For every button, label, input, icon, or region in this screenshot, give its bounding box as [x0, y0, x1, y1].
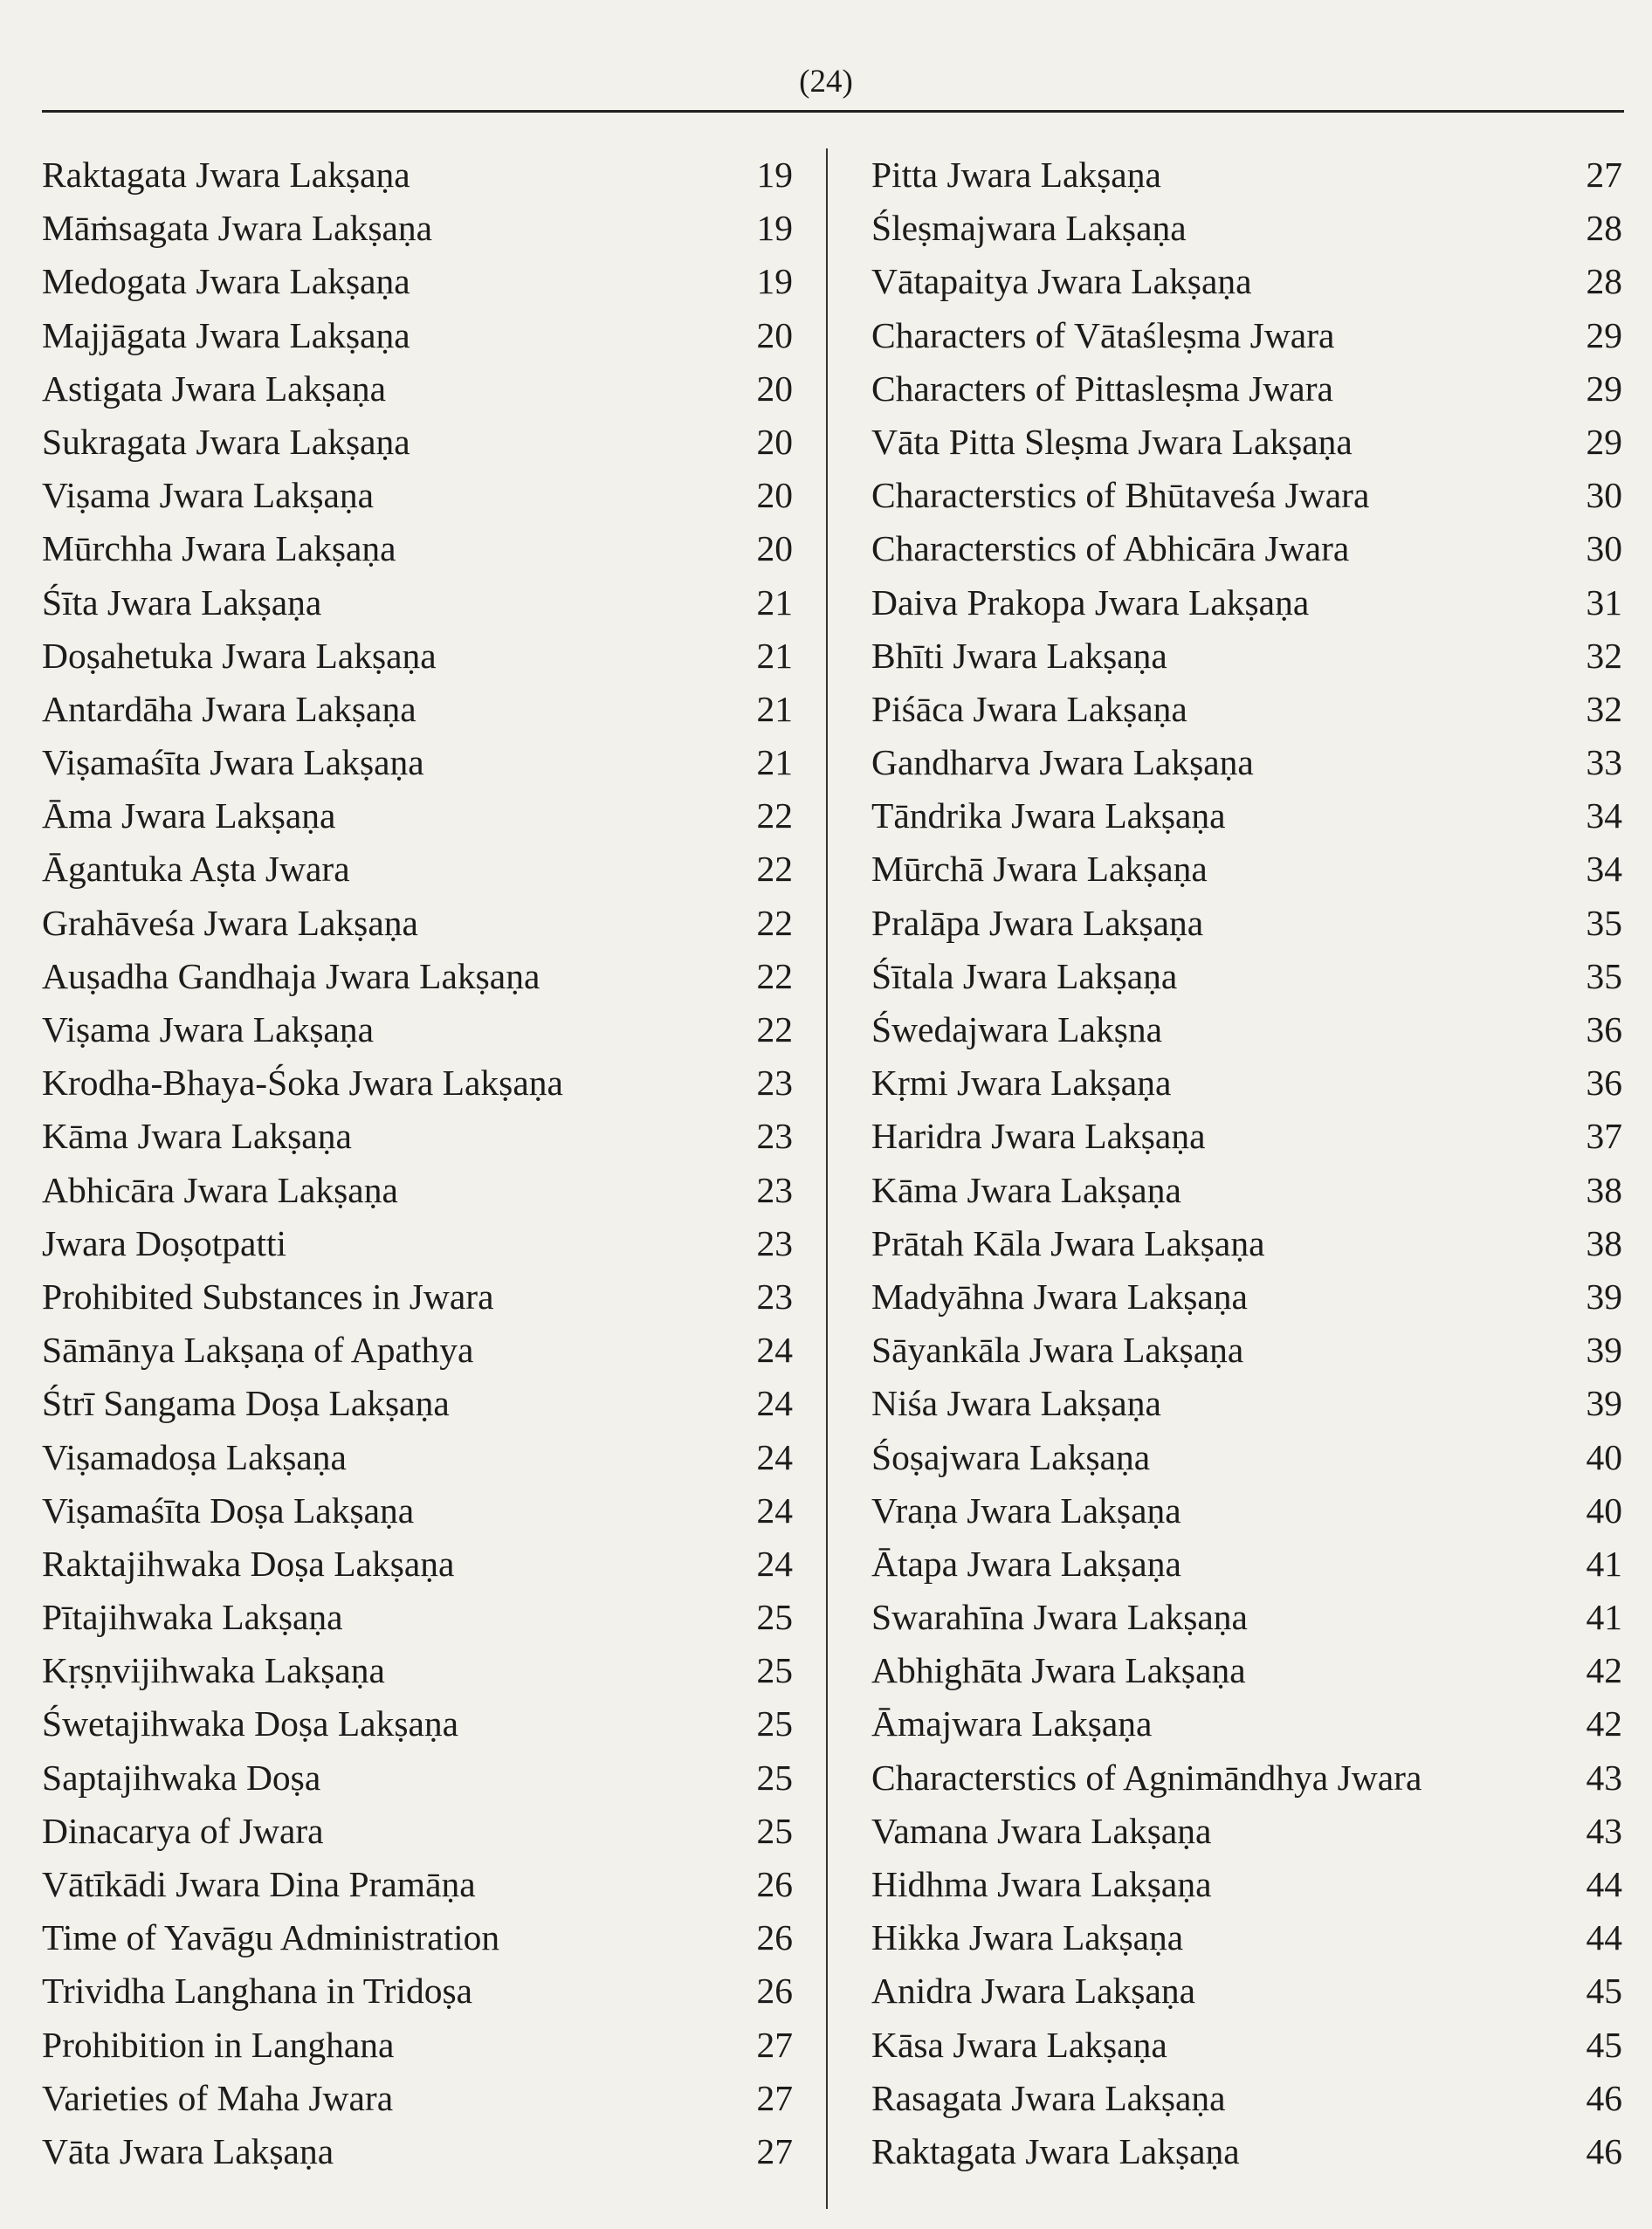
contents-entry — [42, 1538, 793, 1591]
entry-title: Niśa Jwara Lakṣaṇa — [871, 1383, 1161, 1424]
entry-title: Āmajwara Lakṣaṇa — [871, 1703, 1153, 1744]
entry-page-number: 21 — [756, 635, 793, 676]
entry-page-number: 43 — [1586, 1810, 1622, 1851]
contents-entry — [42, 362, 793, 416]
entry-title: Characterstics of Agnimāndhya Jwara — [871, 1757, 1422, 1798]
entry-page-number: 29 — [1586, 368, 1622, 409]
entry-title: Jwara Doṣotpatti — [42, 1222, 287, 1263]
entry-title: Piśāca Jwara Lakṣaṇa — [871, 688, 1187, 729]
contents-entry — [871, 1056, 1622, 1110]
entry-title: Raktajihwaka Doṣa Lakṣaṇa — [42, 1543, 455, 1584]
contents-entry — [42, 416, 793, 469]
entry-title: Mūrchā Jwara Lakṣaṇa — [871, 849, 1208, 890]
entry-title: Varieties of Maha Jwara — [42, 2077, 394, 2118]
contents-entry — [42, 1056, 793, 1110]
entry-page-number: 24 — [756, 1383, 793, 1424]
entry-page-number: 38 — [1586, 1169, 1622, 1210]
entry-title: Grahāveśa Jwara Lakṣaṇa — [42, 902, 418, 943]
entry-title: Auṣadha Gandhaja Jwara Lakṣaṇa — [42, 955, 540, 996]
contents-entry — [871, 1377, 1622, 1430]
entry-page-number: 23 — [756, 1276, 793, 1317]
contents-entry — [42, 1431, 793, 1484]
contents-entry — [871, 469, 1622, 522]
entry-page-number: 24 — [756, 1543, 793, 1584]
entry-title: Abhicāra Jwara Lakṣaṇa — [42, 1169, 398, 1210]
contents-left-column — [42, 148, 793, 2178]
contents-entry — [42, 1751, 793, 1805]
entry-title: Viṣamaśīta Jwara Lakṣaṇa — [42, 742, 424, 783]
entry-page-number: 32 — [1586, 635, 1622, 676]
entry-title: Trividha Langhana in Tridoṣa — [42, 1971, 473, 2012]
entry-title: Astigata Jwara Lakṣaṇa — [42, 368, 387, 409]
contents-entry — [42, 148, 793, 202]
contents-entry — [42, 1644, 793, 1697]
contents-entry — [42, 1003, 793, 1056]
contents-entry — [871, 1644, 1622, 1697]
entry-page-number: 19 — [756, 261, 793, 302]
page-number: (24) — [799, 64, 853, 100]
entry-title: Śīta Jwara Lakṣaṇa — [42, 581, 322, 623]
contents-entry — [871, 1324, 1622, 1377]
entry-title: Abhighāta Jwara Lakṣaṇa — [871, 1650, 1246, 1691]
contents-entry — [42, 789, 793, 843]
contents-entry — [42, 202, 793, 255]
contents-right-column — [871, 148, 1622, 2178]
contents-entry — [42, 2125, 793, 2178]
contents-entry — [871, 1538, 1622, 1591]
contents-entry — [871, 950, 1622, 1003]
contents-entry — [871, 683, 1622, 736]
entry-page-number: 25 — [756, 1703, 793, 1744]
entry-title: Sāyankāla Jwara Lakṣaṇa — [871, 1330, 1244, 1371]
entry-title: Haridra Jwara Lakṣaṇa — [871, 1116, 1206, 1157]
entry-page-number: 45 — [1586, 2024, 1622, 2065]
entry-page-number: 40 — [1586, 1436, 1622, 1477]
contents-entry — [871, 309, 1622, 362]
entry-page-number: 22 — [756, 902, 793, 943]
entry-title: Pralāpa Jwara Lakṣaṇa — [871, 902, 1204, 943]
entry-title: Prātah Kāla Jwara Lakṣaṇa — [871, 1222, 1265, 1263]
entry-page-number: 24 — [756, 1330, 793, 1371]
entry-page-number: 21 — [756, 742, 793, 783]
entry-title: Māṁsagata Jwara Lakṣaṇa — [42, 208, 433, 249]
entry-page-number: 39 — [1586, 1330, 1622, 1371]
entry-title: Time of Yavāgu Administration — [42, 1917, 500, 1958]
entry-page-number: 37 — [1586, 1116, 1622, 1157]
entry-title: Madyāhna Jwara Lakṣaṇa — [871, 1276, 1248, 1317]
entry-title: Śleṣmajwara Lakṣaṇa — [871, 208, 1187, 249]
entry-title: Kṛmi Jwara Lakṣaṇa — [871, 1063, 1172, 1104]
contents-entry — [871, 202, 1622, 255]
entry-page-number: 29 — [1586, 421, 1622, 462]
contents-entry — [42, 2072, 793, 2125]
entry-title: Gandharva Jwara Lakṣaṇa — [871, 742, 1254, 783]
entry-page-number: 42 — [1586, 1650, 1622, 1691]
entry-page-number: 27 — [756, 2077, 793, 2118]
entry-title: Tāndrika Jwara Lakṣaṇa — [871, 795, 1226, 836]
contents-entry — [42, 469, 793, 522]
entry-page-number: 24 — [756, 1436, 793, 1477]
contents-entry — [42, 1484, 793, 1538]
contents-entry — [42, 255, 793, 308]
entry-page-number: 22 — [756, 849, 793, 890]
contents-entry — [871, 629, 1622, 683]
entry-title: Śtrī Sangama Doṣa Lakṣaṇa — [42, 1383, 450, 1424]
entry-page-number: 27 — [756, 2024, 793, 2065]
entry-title: Āgantuka Aṣta Jwara — [42, 849, 350, 890]
contents-entry — [42, 1858, 793, 1911]
entry-page-number: 43 — [1586, 1757, 1622, 1798]
entry-page-number: 38 — [1586, 1222, 1622, 1263]
entry-title: Āma Jwara Lakṣaṇa — [42, 795, 336, 836]
entry-title: Kṛṣṇvijihwaka Lakṣaṇa — [42, 1650, 385, 1691]
entry-page-number: 20 — [756, 528, 793, 569]
contents-entry — [871, 522, 1622, 575]
entry-page-number: 45 — [1586, 1971, 1622, 2012]
entry-page-number: 26 — [756, 1917, 793, 1958]
entry-page-number: 35 — [1586, 902, 1622, 943]
entry-page-number: 23 — [756, 1063, 793, 1104]
entry-title: Kāsa Jwara Lakṣaṇa — [871, 2024, 1167, 2065]
entry-page-number: 23 — [756, 1222, 793, 1263]
entry-title: Hidhma Jwara Lakṣaṇa — [871, 1864, 1212, 1904]
entry-page-number: 30 — [1586, 528, 1622, 569]
entry-title: Śwetajihwaka Doṣa Lakṣaṇa — [42, 1703, 459, 1744]
contents-entry — [871, 1003, 1622, 1056]
entry-page-number: 39 — [1586, 1383, 1622, 1424]
contents-entry — [871, 362, 1622, 416]
entry-page-number: 26 — [756, 1864, 793, 1904]
entry-page-number: 44 — [1586, 1864, 1622, 1904]
entry-page-number: 20 — [756, 368, 793, 409]
contents-entry — [42, 576, 793, 629]
contents-entry — [42, 1270, 793, 1324]
contents-entry — [871, 1217, 1622, 1270]
entry-title: Śoṣajwara Lakṣaṇa — [871, 1436, 1151, 1477]
entry-title: Raktagata Jwara Lakṣaṇa — [42, 155, 410, 195]
entry-page-number: 25 — [756, 1810, 793, 1851]
entry-page-number: 30 — [1586, 475, 1622, 516]
entry-page-number: 23 — [756, 1169, 793, 1210]
entry-title: Sukragata Jwara Lakṣaṇa — [42, 421, 410, 462]
contents-entry — [42, 1324, 793, 1377]
entry-page-number: 36 — [1586, 1009, 1622, 1049]
entry-page-number: 23 — [756, 1116, 793, 1157]
entry-title: Pitta Jwara Lakṣaṇa — [871, 155, 1161, 195]
entry-page-number: 28 — [1586, 261, 1622, 302]
entry-title: Daiva Prakopa Jwara Lakṣaṇa — [871, 581, 1310, 623]
entry-title: Pītajihwaka Lakṣaṇa — [42, 1597, 343, 1638]
contents-entry — [42, 683, 793, 736]
entry-page-number: 33 — [1586, 742, 1622, 783]
contents-entry — [871, 2019, 1622, 2072]
contents-entry — [871, 1858, 1622, 1911]
entry-title: Mūrchha Jwara Lakṣaṇa — [42, 528, 396, 569]
contents-entry — [871, 1164, 1622, 1217]
entry-page-number: 41 — [1586, 1543, 1622, 1584]
entry-title: Majjāgata Jwara Lakṣaṇa — [42, 314, 410, 355]
entry-page-number: 27 — [1586, 155, 1622, 195]
contents-entry — [42, 522, 793, 575]
entry-title: Characterstics of Abhicāra Jwara — [871, 528, 1350, 569]
contents-entry — [871, 789, 1622, 843]
contents-entry — [871, 255, 1622, 308]
entry-title: Kāma Jwara Lakṣaṇa — [871, 1169, 1181, 1210]
entry-title: Prohibited Substances in Jwara — [42, 1276, 494, 1317]
contents-entry — [871, 736, 1622, 789]
contents-entry — [871, 1591, 1622, 1644]
entry-title: Characterstics of Bhūtaveśa Jwara — [871, 475, 1370, 516]
entry-title: Krodha-Bhaya-Śoka Jwara Lakṣaṇa — [42, 1063, 563, 1104]
entry-title: Rasagata Jwara Lakṣaṇa — [871, 2077, 1226, 2118]
entry-page-number: 25 — [756, 1757, 793, 1798]
contents-entry — [42, 1377, 793, 1430]
entry-title: Sāmānya Lakṣaṇa of Apathya — [42, 1330, 474, 1371]
entry-page-number: 29 — [1586, 314, 1622, 355]
entry-title: Hikka Jwara Lakṣaṇa — [871, 1917, 1184, 1958]
entry-page-number: 27 — [756, 2130, 793, 2171]
contents-entry — [871, 1964, 1622, 2018]
contents-entry — [42, 1110, 793, 1163]
contents-entry — [871, 576, 1622, 629]
entry-title: Viṣamaśīta Doṣa Lakṣaṇa — [42, 1489, 415, 1531]
contents-entry — [871, 1110, 1622, 1163]
contents-entry — [42, 309, 793, 362]
contents-entry — [871, 1697, 1622, 1751]
entry-page-number: 24 — [756, 1489, 793, 1531]
entry-title: Viṣama Jwara Lakṣaṇa — [42, 475, 375, 516]
contents-entry — [871, 897, 1622, 950]
entry-page-number: 21 — [756, 581, 793, 623]
header-rule — [42, 110, 1624, 113]
entry-page-number: 36 — [1586, 1063, 1622, 1104]
contents-entry — [42, 2019, 793, 2072]
entry-title: Bhīti Jwara Lakṣaṇa — [871, 635, 1167, 676]
contents-entry — [871, 843, 1622, 896]
entry-title: Doṣahetuka Jwara Lakṣaṇa — [42, 635, 437, 676]
column-divider — [826, 148, 828, 2209]
entry-page-number: 22 — [756, 795, 793, 836]
contents-entry — [42, 897, 793, 950]
entry-page-number: 21 — [756, 688, 793, 729]
entry-page-number: 19 — [756, 208, 793, 249]
contents-entry — [42, 1164, 793, 1217]
entry-page-number: 32 — [1586, 688, 1622, 729]
contents-entry — [871, 1751, 1622, 1805]
entry-title: Raktagata Jwara Lakṣaṇa — [871, 2130, 1240, 2171]
entry-title: Viṣama Jwara Lakṣaṇa — [42, 1009, 375, 1049]
entry-title: Characters of Vātaśleṣma Jwara — [871, 314, 1335, 355]
contents-entry — [871, 1270, 1622, 1324]
entry-page-number: 22 — [756, 1009, 793, 1049]
entry-title: Characters of Pittasleṣma Jwara — [871, 368, 1333, 409]
contents-entry — [42, 1217, 793, 1270]
contents-entry — [871, 1431, 1622, 1484]
contents-entry — [42, 1591, 793, 1644]
entry-page-number: 25 — [756, 1650, 793, 1691]
entry-page-number: 20 — [756, 421, 793, 462]
entry-title: Prohibition in Langhana — [42, 2024, 395, 2065]
entry-page-number: 35 — [1586, 955, 1622, 996]
entry-title: Swarahīna Jwara Lakṣaṇa — [871, 1597, 1248, 1638]
entry-title: Viṣamadoṣa Lakṣaṇa — [42, 1436, 347, 1477]
entry-title: Saptajihwaka Doṣa — [42, 1757, 321, 1798]
entry-title: Anidra Jwara Lakṣaṇa — [871, 1971, 1196, 2012]
contents-entry — [42, 843, 793, 896]
entry-title: Śwedajwara Lakṣna — [871, 1009, 1163, 1049]
entry-page-number: 31 — [1586, 581, 1622, 623]
entry-page-number: 26 — [756, 1971, 793, 2012]
entry-title: Antardāha Jwara Lakṣaṇa — [42, 688, 416, 729]
entry-title: Medogata Jwara Lakṣaṇa — [42, 261, 410, 302]
entry-page-number: 20 — [756, 475, 793, 516]
entry-title: Vraṇa Jwara Lakṣaṇa — [871, 1489, 1181, 1531]
entry-title: Vātapaitya Jwara Lakṣaṇa — [871, 261, 1252, 302]
contents-entry — [871, 416, 1622, 469]
contents-entry — [871, 1911, 1622, 1964]
entry-page-number: 25 — [756, 1597, 793, 1638]
entry-page-number: 22 — [756, 955, 793, 996]
entry-page-number: 42 — [1586, 1703, 1622, 1744]
contents-entry — [42, 629, 793, 683]
entry-page-number: 46 — [1586, 2130, 1622, 2171]
contents-entry — [42, 1911, 793, 1964]
entry-title: Kāma Jwara Lakṣaṇa — [42, 1116, 352, 1157]
entry-title: Vāta Jwara Lakṣaṇa — [42, 2130, 334, 2171]
entry-page-number: 40 — [1586, 1489, 1622, 1531]
contents-entry — [42, 1805, 793, 1858]
entry-page-number: 28 — [1586, 208, 1622, 249]
entry-page-number: 19 — [756, 155, 793, 195]
contents-entry — [42, 950, 793, 1003]
entry-page-number: 41 — [1586, 1597, 1622, 1638]
entry-title: Vātīkādi Jwara Dina Pramāṇa — [42, 1864, 476, 1904]
entry-page-number: 44 — [1586, 1917, 1622, 1958]
entry-title: Vamana Jwara Lakṣaṇa — [871, 1810, 1212, 1851]
entry-title: Vāta Pitta Sleṣma Jwara Lakṣaṇa — [871, 421, 1353, 462]
entry-title: Śītala Jwara Lakṣaṇa — [871, 955, 1178, 996]
contents-entry — [871, 2125, 1622, 2178]
contents-entry — [871, 1484, 1622, 1538]
contents-entry — [871, 2072, 1622, 2125]
contents-entry — [42, 1697, 793, 1751]
entry-page-number: 34 — [1586, 795, 1622, 836]
entry-page-number: 34 — [1586, 849, 1622, 890]
entry-page-number: 20 — [756, 314, 793, 355]
entry-title: Dinacarya of Jwara — [42, 1810, 324, 1851]
contents-entry — [871, 148, 1622, 202]
entry-title: Ātapa Jwara Lakṣaṇa — [871, 1543, 1181, 1584]
contents-entry — [42, 1964, 793, 2018]
entry-page-number: 39 — [1586, 1276, 1622, 1317]
contents-entry — [871, 1805, 1622, 1858]
entry-page-number: 46 — [1586, 2077, 1622, 2118]
contents-entry — [42, 736, 793, 789]
